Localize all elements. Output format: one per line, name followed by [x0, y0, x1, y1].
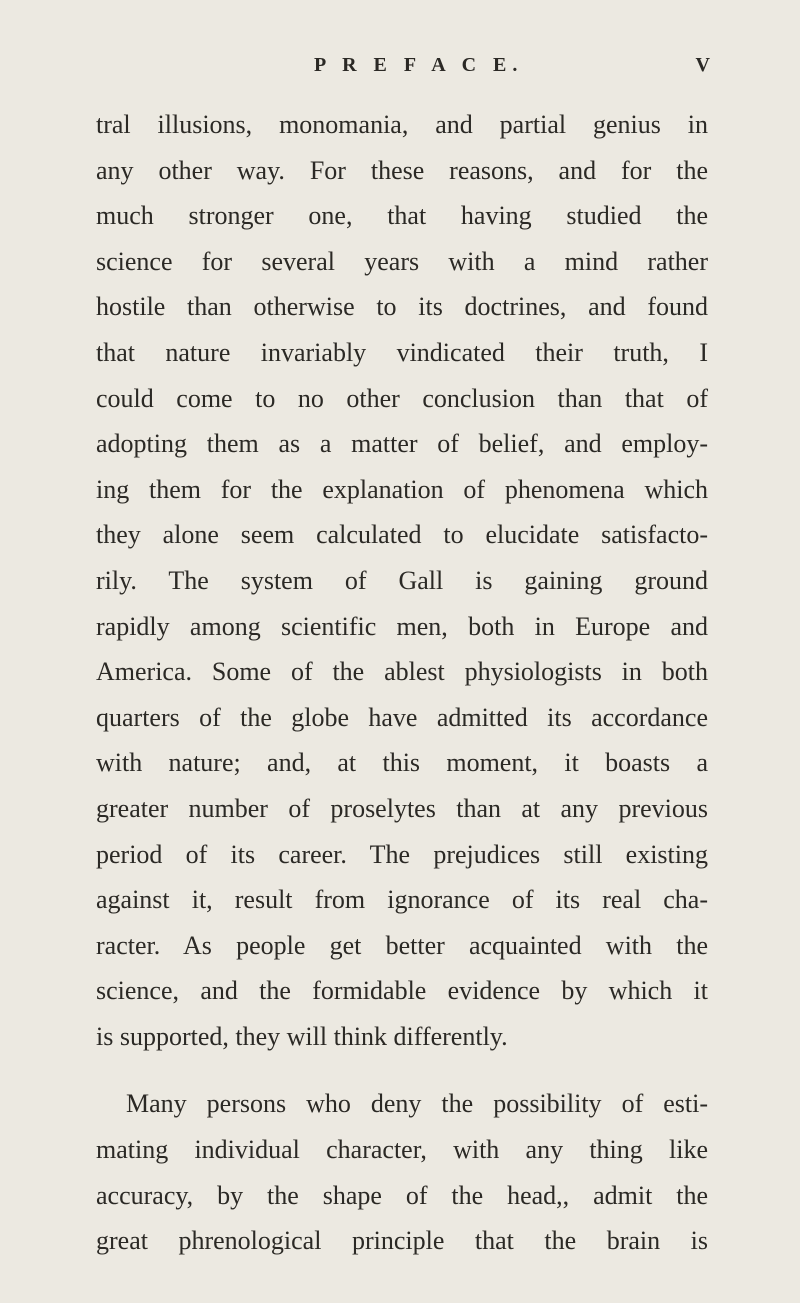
text-line: that nature invariably vindicated their truth, I — [96, 337, 708, 367]
text-line: Many persons who deny the possibility of esti- — [126, 1089, 708, 1119]
paragraph-2 — [96, 1081, 708, 1263]
running-title: P R E F A C E. — [314, 54, 524, 76]
paragraph-1 — [96, 102, 708, 1059]
text-line: mating individual character, with any thing like — [96, 1135, 708, 1165]
text-line: tral illusions, monomania, and partial genius in — [96, 110, 708, 139]
text-line: rily. The system of Gall is gaining ground — [96, 565, 708, 595]
text-line: quarters of the globe have admitted its accordance — [96, 702, 708, 732]
text-line: ing them for the explanation of phenomena which — [96, 474, 708, 504]
text-line: science, and the formidable evidence by which it — [96, 976, 708, 1006]
text-line: much stronger one, that having studied the — [96, 201, 708, 231]
text-line: accuracy, by the shape of the head,, admit the — [96, 1180, 708, 1210]
text-line: rapidly among scientific men, both in Europe and — [96, 611, 708, 641]
text-line: could come to no other conclusion than that of — [96, 383, 708, 413]
text-line: they alone seem calculated to elucidate satisfacto- — [96, 520, 708, 550]
text-line: America. Some of the ablest physiologists in both — [96, 657, 708, 687]
text-line: great phrenological principle that the brain is — [96, 1226, 708, 1256]
text-line: science for several years with a mind rather — [96, 246, 708, 276]
text-line: is supported, they will think differently. — [96, 1021, 508, 1051]
text-line: against it, result from ignorance of its real cha- — [96, 885, 708, 915]
text-line: hostile than otherwise to its doctrines, and found — [96, 292, 708, 322]
text-line: racter. As people get better acquainted with the — [96, 930, 708, 960]
text-line: period of its career. The prejudices still existing — [96, 839, 708, 869]
text-line: with nature; and, at this moment, it boasts a — [96, 748, 708, 778]
body-text — [96, 102, 708, 1264]
text-line: any other way. For these reasons, and for the — [96, 155, 708, 185]
text-line: greater number of proselytes than at any previous — [96, 793, 708, 823]
text-line: adopting them as a matter of belief, and employ- — [96, 429, 708, 459]
page-number: V — [695, 54, 710, 76]
running-head — [96, 54, 710, 84]
